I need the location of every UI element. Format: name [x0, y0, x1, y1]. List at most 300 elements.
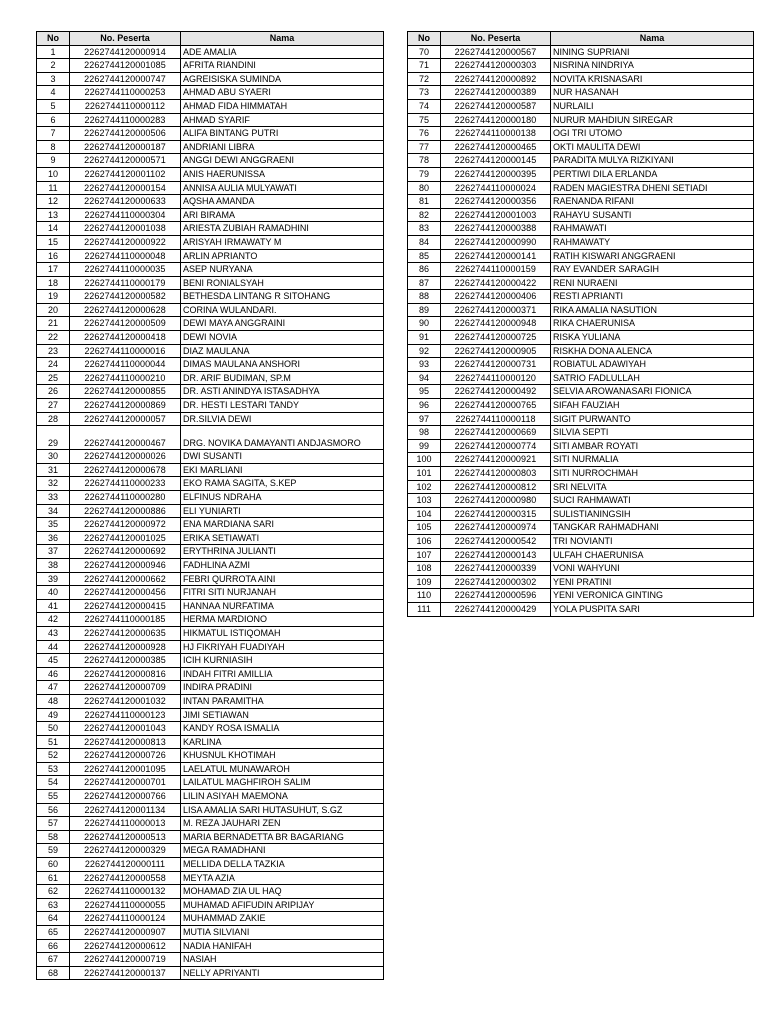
participant-name: ICIH KURNIASIH: [181, 654, 384, 668]
participant-name: OKTI MAULITA DEWI: [551, 140, 754, 154]
participant-number: 2262744120000356: [441, 195, 551, 209]
table-row: [408, 249, 754, 263]
table-row: [37, 491, 384, 505]
participant-number: 2262744110000123: [70, 708, 181, 722]
row-number: 100: [408, 453, 441, 467]
participant-name: ARISYAH IRMAWATY M: [181, 235, 384, 249]
participant-name: RAENANDA RIFANI: [551, 195, 754, 209]
table-row: [37, 86, 384, 100]
row-number: 38: [37, 558, 70, 572]
row-number: 41: [37, 599, 70, 613]
row-number: 103: [408, 494, 441, 508]
participant-name: ELFINUS NDRAHA: [181, 491, 384, 505]
row-number: 31: [37, 463, 70, 477]
participant-name: SRI NELVITA: [551, 480, 754, 494]
participant-name: AHMAD ABU SYAERI: [181, 86, 384, 100]
participant-name: ARI BIRAMA: [181, 208, 384, 222]
participant-number: 2262744110000055: [70, 898, 181, 912]
participant-number: 2262744120001085: [70, 59, 181, 73]
table-row: [37, 966, 384, 980]
participant-number: 2262744120000946: [70, 558, 181, 572]
row-number: 8: [37, 140, 70, 154]
table-row: [37, 599, 384, 613]
participant-name: MUHAMAD AFIFUDIN ARIPIJAY: [181, 898, 384, 912]
row-number: 32: [37, 477, 70, 491]
table-row: [37, 59, 384, 73]
participant-number: 2262744120000905: [441, 344, 551, 358]
table-row: [408, 303, 754, 317]
participant-name: MUHAMMAD ZAKIE: [181, 912, 384, 926]
participant-number: 2262744120000596: [441, 589, 551, 603]
table-row: [37, 385, 384, 399]
table-row: [37, 303, 384, 317]
table-row: [408, 154, 754, 168]
participant-number: 2262744120000388: [441, 222, 551, 236]
participant-number: 2262744110000124: [70, 912, 181, 926]
row-number: 63: [37, 898, 70, 912]
participant-name: LILIN ASIYAH MAEMONA: [181, 790, 384, 804]
participant-number: 2262744120000612: [70, 939, 181, 953]
participant-number: 2262744120000633: [70, 195, 181, 209]
participant-number: 2262744120000635: [70, 626, 181, 640]
row-number: 55: [37, 790, 70, 804]
participant-number: 2262744110000120: [441, 371, 551, 385]
participant-number: 2262744120000719: [70, 953, 181, 967]
table-row: [408, 86, 754, 100]
participant-number: 2262744120000406: [441, 290, 551, 304]
table-row: [408, 602, 754, 616]
row-number: 24: [37, 358, 70, 372]
table-row: [408, 235, 754, 249]
table-row: [37, 426, 384, 450]
participant-number: 2262744120000974: [441, 521, 551, 535]
table-row: [37, 926, 384, 940]
participant-number: 2262744120000513: [70, 830, 181, 844]
participant-name: JIMI SETIAWAN: [181, 708, 384, 722]
row-number: 5: [37, 99, 70, 113]
participant-number: 2262744110000253: [70, 86, 181, 100]
participant-name: KANDY ROSA ISMALIA: [181, 722, 384, 736]
participant-name: DR.SILVIA DEWI: [181, 412, 384, 426]
participant-name: EKO RAMA SAGITA, S.KEP: [181, 477, 384, 491]
participant-name: SITI AMBAR ROYATI: [551, 439, 754, 453]
row-number: 28: [37, 412, 70, 426]
participant-number: 2262744110000048: [70, 249, 181, 263]
table-row: [37, 803, 384, 817]
participant-name: RIKA CHAERUNISA: [551, 317, 754, 331]
row-number: 40: [37, 586, 70, 600]
participant-number: 2262744120000892: [441, 72, 551, 86]
row-number: 27: [37, 399, 70, 413]
table-row: [37, 195, 384, 209]
participant-name: HERMA MARDIONO: [181, 613, 384, 627]
participant-name: PARADITA MULYA RIZKIYANI: [551, 154, 754, 168]
participant-name: RAHMAWATY: [551, 235, 754, 249]
table-row: [408, 521, 754, 535]
participant-number: 2262744120000803: [441, 467, 551, 481]
participant-number: 2262744120000980: [441, 494, 551, 508]
table-row: [408, 59, 754, 73]
participant-name: LAELATUL MUNAWAROH: [181, 762, 384, 776]
table-row: [408, 331, 754, 345]
table-row: [408, 534, 754, 548]
table-row: [37, 463, 384, 477]
row-number: 16: [37, 249, 70, 263]
table-row: [37, 113, 384, 127]
participant-name: NURLAILI: [551, 99, 754, 113]
row-number: 61: [37, 871, 70, 885]
participant-number: 2262744120000385: [70, 654, 181, 668]
row-number: 111: [408, 602, 441, 616]
participant-name: ANGGI DEWI ANGGRAENI: [181, 154, 384, 168]
participant-number: 2262744120000765: [441, 399, 551, 413]
participant-number: 2262744120000339: [441, 562, 551, 576]
row-number: 104: [408, 507, 441, 521]
participant-number: 2262744120000026: [70, 450, 181, 464]
table-row: [37, 735, 384, 749]
participant-name: SILVIA SEPTI: [551, 426, 754, 440]
participant-name: INTAN PARAMITHA: [181, 694, 384, 708]
row-number: 33: [37, 491, 70, 505]
row-number: 105: [408, 521, 441, 535]
row-number: 76: [408, 127, 441, 141]
row-number: 21: [37, 317, 70, 331]
participant-number: 2262744120000371: [441, 303, 551, 317]
participant-number: 2262744110000210: [70, 371, 181, 385]
participant-name: DR. ARIF BUDIMAN, SP.M: [181, 371, 384, 385]
table-row: [37, 572, 384, 586]
row-number: 96: [408, 399, 441, 413]
participant-name: MUTIA SILVIANI: [181, 926, 384, 940]
participant-number: 2262744110000016: [70, 344, 181, 358]
row-number: 50: [37, 722, 70, 736]
row-number: 82: [408, 208, 441, 222]
table-row: [408, 507, 754, 521]
row-number: 99: [408, 439, 441, 453]
participant-number: 2262744120000143: [441, 548, 551, 562]
participant-number: 2262744120001043: [70, 722, 181, 736]
participant-name: RAHAYU SUSANTI: [551, 208, 754, 222]
row-number: 3: [37, 72, 70, 86]
participant-number: 2262744120000329: [70, 844, 181, 858]
table-row: [37, 953, 384, 967]
participant-number: 2262744120000389: [441, 86, 551, 100]
participant-number: 2262744120000907: [70, 926, 181, 940]
participant-name: NOVITA KRISNASARI: [551, 72, 754, 86]
table-row: [37, 72, 384, 86]
row-number: 12: [37, 195, 70, 209]
participant-name: ARIESTA ZUBIAH RAMADHINI: [181, 222, 384, 236]
header-row: [37, 32, 384, 46]
participant-number: 2262744120000948: [441, 317, 551, 331]
table-row: [37, 317, 384, 331]
participant-number: 2262744110000013: [70, 817, 181, 831]
table-row: [408, 208, 754, 222]
row-number: 101: [408, 467, 441, 481]
header-row: [408, 32, 754, 46]
row-number: 9: [37, 154, 70, 168]
table-row: [37, 154, 384, 168]
table-row: [37, 167, 384, 181]
participant-name: ASEP NURYANA: [181, 263, 384, 277]
table-row: [37, 694, 384, 708]
row-number: 57: [37, 817, 70, 831]
table-row: [37, 99, 384, 113]
participant-name: NADIA HANIFAH: [181, 939, 384, 953]
participant-number: 2262744120000582: [70, 290, 181, 304]
participant-number: 2262744120000678: [70, 463, 181, 477]
table-row: [408, 548, 754, 562]
participant-number: 2262744110000304: [70, 208, 181, 222]
participant-number: 2262744120001032: [70, 694, 181, 708]
participant-number: 2262744120000813: [70, 735, 181, 749]
participant-name: FITRI SITI NURJANAH: [181, 586, 384, 600]
participant-number: 2262744120000057: [70, 412, 181, 426]
table-row: [408, 140, 754, 154]
participant-number: 2262744120000567: [441, 45, 551, 59]
table-row: [408, 181, 754, 195]
participant-name: CORINA WULANDARI.: [181, 303, 384, 317]
participant-name: RISKHA DONA ALENCA: [551, 344, 754, 358]
participant-name: SIGIT PURWANTO: [551, 412, 754, 426]
participant-name: RATIH KISWARI ANGGRAENI: [551, 249, 754, 263]
participant-number: 2262744120000709: [70, 681, 181, 695]
participant-number: 2262744120000111: [70, 858, 181, 872]
participant-number: 2262744110000283: [70, 113, 181, 127]
row-number: 22: [37, 331, 70, 345]
participant-name: ALIFA BINTANG PUTRI: [181, 127, 384, 141]
participant-number: 2262744120000587: [441, 99, 551, 113]
participant-name: TRI NOVIANTI: [551, 534, 754, 548]
table-row: [37, 249, 384, 263]
participant-name: NISRINA NINDRIYA: [551, 59, 754, 73]
participant-name: PERTIWI DILA ERLANDA: [551, 167, 754, 181]
table-row: [37, 235, 384, 249]
row-number: 29: [37, 426, 70, 450]
table-row: [408, 385, 754, 399]
participant-name: NUR HASANAH: [551, 86, 754, 100]
table-row: [37, 518, 384, 532]
table-row: [37, 762, 384, 776]
table-row: [37, 450, 384, 464]
participant-number: 2262744120000492: [441, 385, 551, 399]
participant-number: 2262744110000132: [70, 885, 181, 899]
row-number: 70: [408, 45, 441, 59]
row-number: 26: [37, 385, 70, 399]
table-row: [37, 371, 384, 385]
participant-name: RADEN MAGIESTRA DHENI SETIADI: [551, 181, 754, 195]
row-number: 10: [37, 167, 70, 181]
header-name: Nama: [181, 32, 384, 46]
table-row: [408, 290, 754, 304]
table-row: [408, 317, 754, 331]
participant-number: 2262744120000456: [70, 586, 181, 600]
participant-table-right: [407, 31, 754, 617]
table-row: [37, 45, 384, 59]
row-number: 80: [408, 181, 441, 195]
table-row: [408, 45, 754, 59]
table-row: [37, 586, 384, 600]
table-row: [37, 140, 384, 154]
table-row: [408, 439, 754, 453]
header-no: No: [37, 32, 70, 46]
row-number: 19: [37, 290, 70, 304]
participant-name: DRG. NOVIKA DAMAYANTI ANDJASMORO: [181, 426, 384, 450]
row-number: 67: [37, 953, 70, 967]
participant-number: 2262744110000112: [70, 99, 181, 113]
participant-number: 2262744120000187: [70, 140, 181, 154]
participant-name: AFRITA RIANDINI: [181, 59, 384, 73]
participant-number: 2262744120000886: [70, 504, 181, 518]
participant-number: 2262744120000180: [441, 113, 551, 127]
row-number: 110: [408, 589, 441, 603]
participant-name: AGREISISKA SUMINDA: [181, 72, 384, 86]
row-number: 44: [37, 640, 70, 654]
row-number: 46: [37, 667, 70, 681]
row-number: 71: [408, 59, 441, 73]
row-number: 43: [37, 626, 70, 640]
row-number: 83: [408, 222, 441, 236]
row-number: 89: [408, 303, 441, 317]
participant-number: 2262744120000928: [70, 640, 181, 654]
table-row: [37, 776, 384, 790]
participant-number: 2262744120000145: [441, 154, 551, 168]
participant-name: YENI VERONICA GINTING: [551, 589, 754, 603]
table-row: [37, 885, 384, 899]
table-row: [37, 545, 384, 559]
row-number: 62: [37, 885, 70, 899]
row-number: 88: [408, 290, 441, 304]
row-number: 1: [37, 45, 70, 59]
table-row: [37, 558, 384, 572]
participant-name: RISKA YULIANA: [551, 331, 754, 345]
participant-number: 2262744120000922: [70, 235, 181, 249]
participant-number: 2262744120000422: [441, 276, 551, 290]
row-number: 78: [408, 154, 441, 168]
participant-number: 2262744120000506: [70, 127, 181, 141]
participant-name: LAILATUL MAGHFIROH SALIM: [181, 776, 384, 790]
table-row: [37, 531, 384, 545]
table-row: [408, 222, 754, 236]
participant-name: HANNAA NURFATIMA: [181, 599, 384, 613]
participant-number: 2262744120000972: [70, 518, 181, 532]
participant-number: 2262744120000869: [70, 399, 181, 413]
participant-name: MARIA BERNADETTA BR BAGARIANG: [181, 830, 384, 844]
table-row: [408, 195, 754, 209]
table-row: [37, 844, 384, 858]
row-number: 45: [37, 654, 70, 668]
participant-number: 2262744110000280: [70, 491, 181, 505]
row-number: 86: [408, 263, 441, 277]
row-number: 7: [37, 127, 70, 141]
participant-number: 2262744120000415: [70, 599, 181, 613]
participant-name: NINING SUPRIANI: [551, 45, 754, 59]
table-row: [37, 654, 384, 668]
participant-name: M. REZA JAUHARI ZEN: [181, 817, 384, 831]
header-name: Nama: [551, 32, 754, 46]
participant-number: 2262744120000921: [441, 453, 551, 467]
row-number: 68: [37, 966, 70, 980]
participant-number: 2262744120000725: [441, 331, 551, 345]
row-number: 73: [408, 86, 441, 100]
participant-name: KARLINA: [181, 735, 384, 749]
row-number: 14: [37, 222, 70, 236]
participant-number: 2262744120000726: [70, 749, 181, 763]
participant-name: SULISTIANINGSIH: [551, 507, 754, 521]
row-number: 48: [37, 694, 70, 708]
row-number: 85: [408, 249, 441, 263]
row-number: 6: [37, 113, 70, 127]
row-number: 64: [37, 912, 70, 926]
row-number: 94: [408, 371, 441, 385]
table-row: [408, 453, 754, 467]
participant-name: NASIAH: [181, 953, 384, 967]
table-row: [37, 722, 384, 736]
participant-name: RENI NURAENI: [551, 276, 754, 290]
participant-name: MOHAMAD ZIA UL HAQ: [181, 885, 384, 899]
table-row: [37, 208, 384, 222]
row-number: 15: [37, 235, 70, 249]
row-number: 58: [37, 830, 70, 844]
participant-number: 2262744120000701: [70, 776, 181, 790]
participant-number: 2262744110000179: [70, 276, 181, 290]
participant-name: MELLIDA DELLA TAZKIA: [181, 858, 384, 872]
table-row: [408, 72, 754, 86]
row-number: 13: [37, 208, 70, 222]
row-number: 77: [408, 140, 441, 154]
row-number: 97: [408, 412, 441, 426]
participant-name: SITI NURROCHMAH: [551, 467, 754, 481]
participant-name: RIKA AMALIA NASUTION: [551, 303, 754, 317]
participant-name: ANNISA AULIA MULYAWATI: [181, 181, 384, 195]
participant-name: RESTI APRIANTI: [551, 290, 754, 304]
participant-number: 2262744120000747: [70, 72, 181, 86]
table-row: [408, 494, 754, 508]
participant-name: NELLY APRIYANTI: [181, 966, 384, 980]
row-number: 60: [37, 858, 70, 872]
table-row: [37, 331, 384, 345]
participant-name: FADHLINA AZMI: [181, 558, 384, 572]
row-number: 2: [37, 59, 70, 73]
participant-number: 2262744120001038: [70, 222, 181, 236]
participant-number: 2262744120000692: [70, 545, 181, 559]
row-number: 84: [408, 235, 441, 249]
participant-number: 2262744120000418: [70, 331, 181, 345]
participant-name: MEGA RAMADHANI: [181, 844, 384, 858]
participant-number: 2262744120000302: [441, 575, 551, 589]
participant-name: ANDRIANI LIBRA: [181, 140, 384, 154]
header-no: No: [408, 32, 441, 46]
participant-number: 2262744120001025: [70, 531, 181, 545]
row-number: 74: [408, 99, 441, 113]
participant-number: 2262744110000159: [441, 263, 551, 277]
participant-name: HJ FIKRIYAH FUADIYAH: [181, 640, 384, 654]
table-row: [408, 344, 754, 358]
row-number: 91: [408, 331, 441, 345]
participant-number: 2262744120001134: [70, 803, 181, 817]
participant-name: BETHESDA LINTANG R SITOHANG: [181, 290, 384, 304]
table-row: [408, 562, 754, 576]
participant-name: ERIKA SETIAWATI: [181, 531, 384, 545]
row-number: 108: [408, 562, 441, 576]
row-number: 106: [408, 534, 441, 548]
row-number: 47: [37, 681, 70, 695]
row-number: 90: [408, 317, 441, 331]
participant-name: ROBIATUL ADAWIYAH: [551, 358, 754, 372]
row-number: 93: [408, 358, 441, 372]
participant-name: AQSHA AMANDA: [181, 195, 384, 209]
table-row: [37, 181, 384, 195]
